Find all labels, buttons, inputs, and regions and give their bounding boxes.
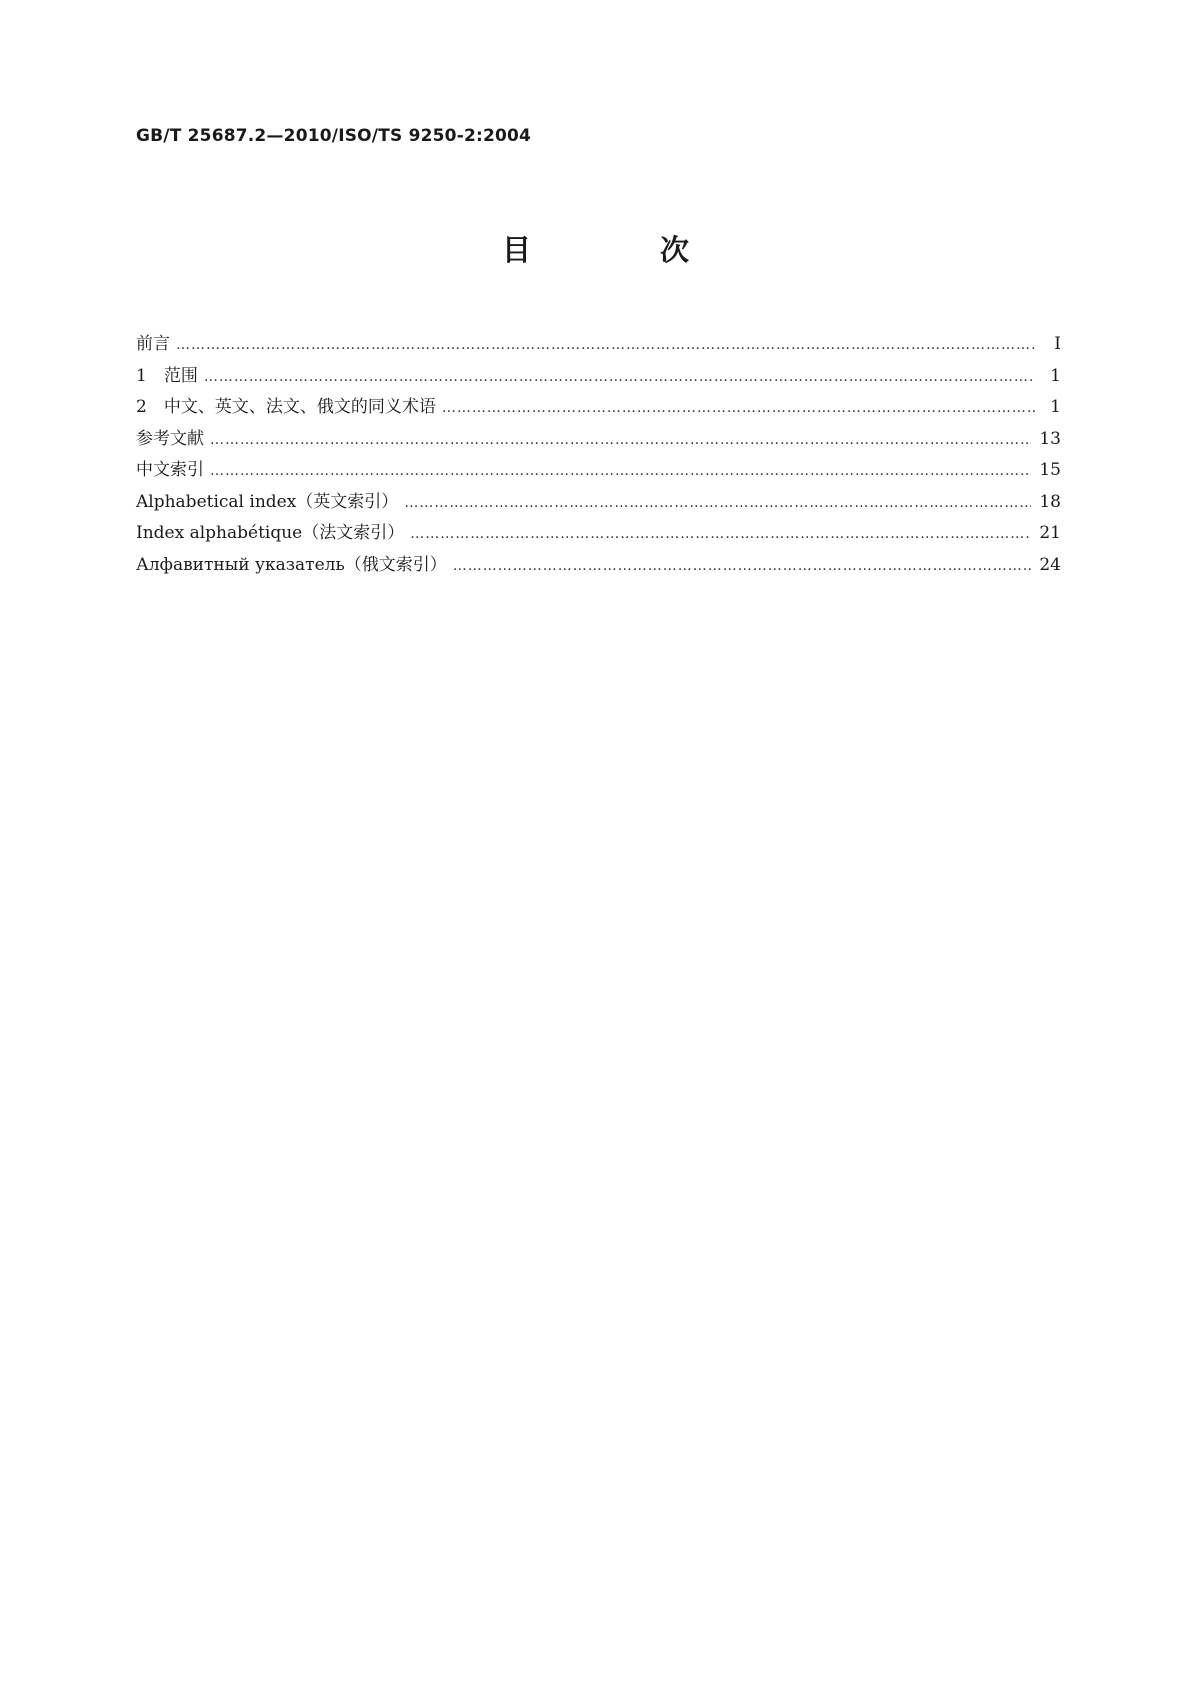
toc-entry-page: 1 xyxy=(1050,365,1061,386)
toc-entry-label: 2 中文、英文、法文、俄文的同义术语 xyxy=(136,397,436,417)
toc-entry-chinese-index[interactable] xyxy=(136,455,1061,487)
toc-entry-english-index[interactable] xyxy=(136,487,1061,519)
toc-leader-dots xyxy=(404,488,1031,520)
toc-entry-french-index[interactable] xyxy=(136,518,1061,550)
toc-entry-page: 21 xyxy=(1039,523,1061,543)
toc-entry-russian-index[interactable] xyxy=(136,550,1061,582)
toc-entry-page: 1 xyxy=(1050,397,1061,417)
toc-leader-dots xyxy=(210,456,1031,488)
toc-entry-label: 1 范围 xyxy=(136,365,198,386)
toc-entry-page: 24 xyxy=(1039,554,1061,575)
toc-leader-dots xyxy=(410,519,1031,551)
toc-entry-foreword[interactable] xyxy=(136,329,1061,361)
toc-leader-dots xyxy=(453,551,1032,583)
toc-entry-page: 13 xyxy=(1039,428,1061,449)
toc-entry-label: Index alphabétique（法文索引） xyxy=(136,523,405,543)
toc-entry-label: 中文索引 xyxy=(136,460,204,480)
toc-entry-label: 参考文献 xyxy=(136,428,204,449)
table-of-contents xyxy=(136,329,1061,581)
document-code-header: GB/T 25687.2—2010/ISO/TS 9250-2:2004 xyxy=(136,126,532,146)
toc-entry-bibliography[interactable] xyxy=(136,424,1061,456)
toc-entry-scope[interactable] xyxy=(136,361,1061,393)
toc-leader-dots xyxy=(204,362,1035,394)
toc-leader-dots xyxy=(442,393,1035,425)
toc-leader-dots xyxy=(210,425,1031,457)
toc-entry-page: 18 xyxy=(1039,491,1061,512)
toc-entry-page: Ⅰ xyxy=(1054,334,1061,354)
toc-entry-label: Alphabetical index（英文索引） xyxy=(136,491,399,512)
toc-title: 目 次 xyxy=(501,233,739,267)
toc-entry-synonymous-terms[interactable] xyxy=(136,392,1061,424)
toc-entry-label: Алфавитный указатель（俄文索引） xyxy=(136,554,447,575)
toc-entry-page: 15 xyxy=(1039,460,1061,480)
toc-entry-label: 前言 xyxy=(136,334,170,354)
toc-leader-dots xyxy=(176,330,1035,362)
